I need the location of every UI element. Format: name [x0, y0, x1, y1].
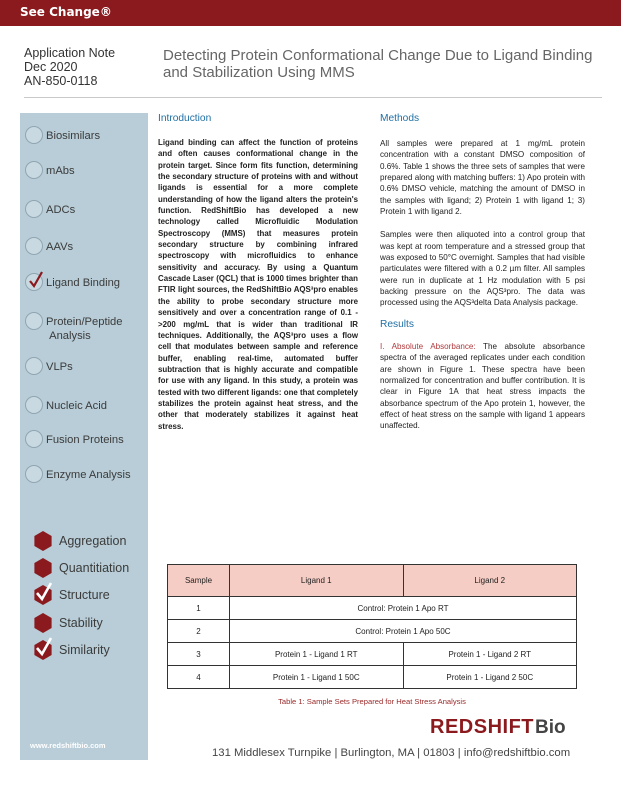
- table-cell: Protein 1 - Ligand 1 50C: [230, 666, 404, 689]
- technique-label: Similarity: [59, 643, 110, 657]
- sample-table: [167, 564, 577, 689]
- header-divider: [24, 97, 602, 98]
- application-item: [25, 396, 107, 414]
- application-item: [25, 126, 100, 144]
- table-header: Ligand 1: [230, 565, 404, 597]
- table-cell: Protein 1 - Ligand 2 RT: [403, 643, 577, 666]
- application-label: Protein/Peptide Analysis: [46, 316, 123, 342]
- logo-main: REDSHIFT: [430, 716, 534, 738]
- methods-heading: Methods: [380, 113, 420, 124]
- application-item: [25, 430, 124, 448]
- technique-label: Structure: [59, 588, 110, 602]
- check-icon: [35, 581, 53, 603]
- methods-paragraph-1: All samples were prepared at 1 mg/mL protein concentration with a constant DMSO composition of 0.6%. Table 1 shows the three sets of samples that were prepared along with matching buffers: 1) Apo protein with 0.6% DMSO vehicle, matching the amount of DMSO in the samples with ligand; 2) Protein 1 with ligand 1; 3) Protein 1 with ligand 2.: [380, 139, 585, 217]
- sidebar: [20, 113, 148, 760]
- circle-icon: [25, 237, 43, 255]
- introduction-section: [158, 113, 358, 432]
- hexagon-icon: [33, 531, 53, 551]
- introduction-text: Ligand binding can affect the function of proteins and often causes conformational change in the protein target. Since form fits function, determining the secondary structure of proteins with and without ligands is essential for a more complete understanding of how the ligand alters the protein's function. RedShiftBio has developed a new technology called Microfluidic Modulation Spectroscopy (MMS) that measures protein secondary structure by combining infrared spectroscopy with microfluidics to enhance sensitivity and accuracy. By using a Quantum Cascade Laser (QCL) that is 1000 times brighter than FTIR light sources, the RedShiftBio AQS³pro enables the ability to probe secondary structure more sensitively and over a concentration range of 0.1 - >200 mg/mL that is wider than traditional IR techniques. Additionally, the AQS³pro uses a flow cell that modulates between sample and reference buffer, enabling real-time, automated buffer subtraction that is highly accurate and compatible for use with any ligand. In this study, a protein was tested with two different ligands: one that completely stabilizes the protein against heat stress, and the other that moderately stabilizes it against heat stress.: [158, 138, 358, 431]
- website-link[interactable]: www.redshiftbio.com: [30, 741, 106, 750]
- check-icon: [35, 636, 53, 658]
- application-item: [25, 357, 73, 375]
- application-label: ADCs: [46, 204, 76, 216]
- technique-label: Quantitiation: [59, 561, 130, 575]
- methods-section: [380, 113, 585, 432]
- circle-icon: [25, 430, 43, 448]
- application-item: [25, 273, 120, 291]
- page-title: Detecting Protein Conformational Change Due to Ligand Binding and Stabilization Using MMS: [163, 47, 593, 81]
- table-caption: Table 1: Sample Sets Prepared for Heat Stress Analysis: [278, 697, 466, 706]
- technique-item: [33, 558, 129, 578]
- application-label: Nucleic Acid: [46, 400, 107, 412]
- application-item: [25, 312, 123, 343]
- technique-label: Stability: [59, 616, 103, 630]
- results-body: The absolute absorbance spectra of the averaged replicates under each condition are shown in Figure 1. These spectra have been normalized for concentration and buffer contribution. It is clear in Figure 1A that heat stress impacts the absorbance spectrum of the Apo protein 1, however, the effect of heat stress on the sample with ligand 1 appears unaffected.: [380, 341, 586, 431]
- company-logo: [430, 716, 566, 739]
- circle-icon: [25, 357, 43, 375]
- table-cell: Control: Protein 1 Apo RT: [230, 597, 577, 620]
- application-label: Biosimilars: [46, 130, 101, 142]
- table-row: [168, 643, 577, 666]
- methods-paragraph-2: Samples were then aliquoted into a control group that was kept at room temperature and a stressed group that was exposed to 50°C overnight. Samples that had visible particulates were filtered with a 0.2 µm filter. All samples were run in duplicate at 1 Hz modulation with 5 psi backing pressure on the AQS³pro. The data was processed using the AQS³delta Data Analysis package.: [380, 230, 585, 308]
- table-row: [168, 620, 577, 643]
- technique-item: [33, 585, 110, 605]
- introduction-heading: Introduction: [158, 113, 212, 124]
- application-item: [25, 465, 131, 483]
- circle-icon: [25, 200, 43, 218]
- table-cell: 4: [168, 666, 230, 689]
- application-label: Enzyme Analysis: [46, 469, 131, 481]
- top-banner: [0, 0, 621, 26]
- technique-label: Aggregation: [59, 534, 127, 548]
- footer-address: 131 Middlesex Turnpike | Burlington, MA | 01803 | info@redshiftbio.com: [212, 747, 571, 759]
- circle-icon: [25, 126, 43, 144]
- circle-icon: [25, 465, 43, 483]
- table-cell: 1: [168, 597, 230, 620]
- table-cell: 2: [168, 620, 230, 643]
- circle-icon: [25, 312, 43, 330]
- application-label: Fusion Proteins: [46, 434, 124, 446]
- document-meta: [24, 46, 115, 88]
- results-lead: I. Absolute Absorbance:: [380, 341, 476, 351]
- table-row: [168, 666, 577, 689]
- doc-type: Application Note: [24, 46, 116, 60]
- checked-circle-icon: [25, 273, 43, 291]
- technique-item: [33, 613, 103, 633]
- application-item: [25, 200, 75, 218]
- table-header: Sample: [168, 565, 230, 597]
- application-label: AAVs: [46, 241, 74, 253]
- technique-item: [33, 531, 126, 551]
- results-paragraph: [380, 341, 585, 432]
- application-item: [25, 161, 75, 179]
- results-heading: Results: [380, 318, 414, 330]
- application-label: VLPs: [46, 361, 73, 373]
- circle-icon: [25, 396, 43, 414]
- hexagon-icon: [33, 613, 53, 633]
- table-header: Ligand 2: [403, 565, 577, 597]
- tagline: See Change®: [20, 5, 112, 19]
- table-cell: Protein 1 - Ligand 1 RT: [230, 643, 404, 666]
- doc-code: AN-850-0118: [24, 74, 98, 88]
- circle-icon: [25, 161, 43, 179]
- technique-item: [33, 640, 110, 660]
- application-item: [25, 237, 73, 255]
- application-label: Ligand Binding: [46, 277, 121, 289]
- application-label: mAbs: [46, 165, 75, 177]
- hexagon-icon: [33, 558, 53, 578]
- doc-date: Dec 2020: [24, 60, 78, 74]
- table-row: [168, 597, 577, 620]
- table-cell: 3: [168, 643, 230, 666]
- table-cell: Control: Protein 1 Apo 50C: [230, 620, 577, 643]
- table-cell: Protein 1 - Ligand 2 50C: [403, 666, 577, 689]
- logo-suffix: Bio: [535, 717, 566, 738]
